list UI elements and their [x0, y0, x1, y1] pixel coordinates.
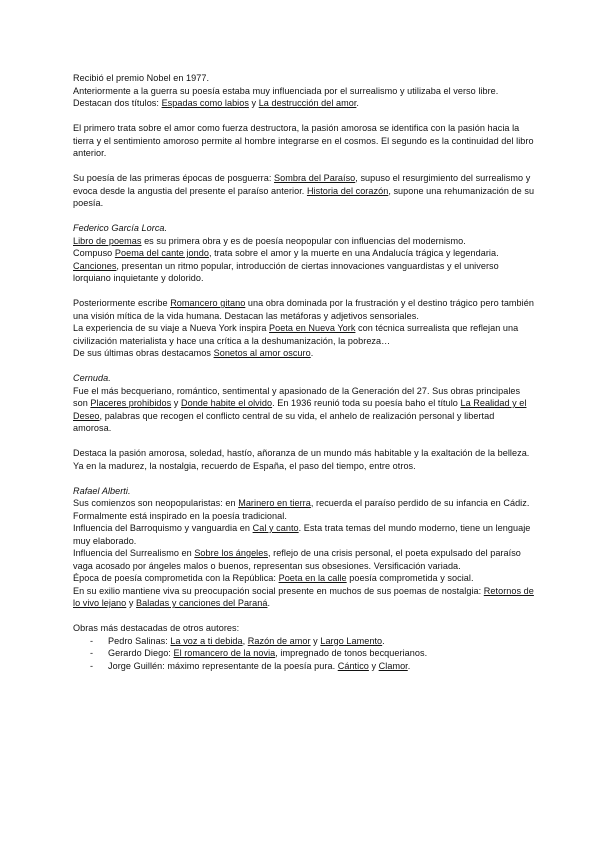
text: , reflejo de una crisis personal, el poeta expulsado del paraíso vaga acosado por ángeles malos o buenos, representan sus obsesiones. Versificación variada. [73, 548, 521, 571]
book-title-link: Sonetos al amor oscuro [213, 348, 311, 358]
text: Recibió el premio Nobel en 1977. [73, 73, 210, 83]
text: . [267, 598, 271, 608]
text: Influencia del Surrealismo en [73, 548, 195, 558]
paragraph [73, 447, 535, 472]
author-heading: Rafael Alberti. [73, 485, 131, 496]
text: . En 1936 reunió toda su poesía baho el título [272, 398, 461, 408]
paragraph [73, 585, 535, 610]
paragraph [73, 235, 535, 248]
book-title-link: Historia del corazón [306, 185, 389, 196]
book-title-link: Espadas como labios [161, 98, 249, 108]
text: El primero trata sobre el amor como fuerza destructora, la pasión amorosa se identifica con la pasión hacia la tierra y el sentimiento amoroso permite al hombre integrarse en el cosmos. El segundo es la continuidad del libro anterior. [73, 123, 534, 158]
book-title-link: Retornos de lo vivo lejano [73, 585, 534, 608]
text: Jorge Guillén: máximo representante de la poesía pura. [108, 660, 338, 671]
book-title-link: La Realidad y el Deseo [73, 398, 527, 421]
text: . [356, 98, 359, 108]
dash-bullet: - [90, 648, 94, 658]
text: , recuerda el paraíso perdido de su infancia en Cádiz. Formalmente está inspirado en la poesía tradicional. [73, 498, 530, 521]
paragraph [73, 72, 535, 85]
paragraph [73, 247, 535, 285]
text: , presentan un ritmo popular, introducción de ciertas innovaciones vanguardistas y el universo lorquiano inquietante y dolorido. [73, 260, 499, 283]
text: , trata sobre el amor y la muerte en una Andalucía trágica y legendaria. [208, 248, 499, 258]
text: poesía comprometida y social. [346, 573, 474, 583]
book-title-link: Sobre los ángeles [194, 548, 268, 558]
text: Posteriormente escribe [73, 298, 171, 308]
book-title-link: Cal y canto [252, 523, 299, 533]
text: Compuso [73, 248, 115, 258]
list-item [73, 660, 535, 673]
paragraph [73, 172, 535, 210]
text: y [171, 398, 181, 408]
text: , supone una rehumanización de su poesía. [73, 185, 535, 208]
author-heading: Federico García Lorca. [73, 223, 168, 233]
dash-bullet: - [90, 635, 94, 646]
text: Época de poesía comprometida con la República: [73, 573, 279, 583]
paragraph [73, 522, 535, 547]
text: . [407, 660, 411, 671]
book-title-link: La voz a ti debida [170, 635, 243, 646]
paragraph [73, 297, 535, 322]
author-heading: Cernuda. [73, 373, 111, 383]
book-title-link: Libro de poemas [73, 235, 142, 246]
text: Destaca la pasión amorosa, soledad, hastío, añoranza de un mundo más habitable y la exaltación de la belleza. Ya en la madurez, la nostalgia, recuerdo de España, el paso del tiempo, entre otros. [73, 448, 530, 471]
book-title-link: Placeres prohibidos [90, 398, 172, 408]
book-title-link: Razón de amor [247, 635, 311, 646]
book-title-link: Sombra del Paraíso [274, 173, 356, 183]
paragraph [73, 347, 535, 360]
paragraph [73, 122, 535, 160]
text: con técnica surrealista que reflejan una civilización materialista y hace una crítica a la deshumanización, la pobreza… [73, 323, 519, 346]
paragraph [73, 547, 535, 572]
book-title-link: Marinero en tierra [238, 498, 311, 508]
text: , supuso el resurgimiento del surrealismo y evoca desde la angustia del presente el paraíso anterior. [73, 173, 531, 196]
dash-bullet: - [90, 660, 94, 671]
text: y [248, 98, 259, 108]
text: . Esta trata temas del mundo moderno, tiene un lenguaje muy elaborado. [73, 523, 531, 546]
text: y [368, 660, 379, 671]
document-body [73, 72, 535, 672]
text: y [310, 635, 321, 646]
paragraph [73, 322, 535, 347]
book-title-link: Poeta en la calle [278, 573, 347, 583]
text: De sus últimas obras destacamos [73, 348, 214, 358]
list-item [73, 647, 535, 660]
book-title-link: El romancero de la novia [173, 648, 276, 658]
text: Pedro Salinas: [108, 635, 171, 646]
book-title-link: Poeta en Nueva York [269, 323, 356, 333]
text: es su primera obra y es de poesía neopopular con influencias del modernismo. [141, 235, 466, 246]
text: . [310, 348, 314, 358]
text: Fue el más becqueriano, romántico, sentimental y apasionado de la Generación del 27. Sus obras principales son [73, 385, 521, 408]
paragraph [73, 572, 535, 585]
paragraph [73, 497, 535, 522]
text: En su exilio mantiene viva su preocupación social presente en muchos de sus poemas de nostalgia: [73, 585, 484, 596]
book-title-link: Poema del cante jondo [114, 248, 209, 258]
text: Anteriormente a la guerra su poesía estaba muy influenciada por el surrealismo y utilizaba el verso libre. Destacan dos títulos: [73, 85, 499, 108]
book-title-link: Largo Lamento [320, 635, 383, 646]
paragraph [73, 85, 535, 110]
text: La experiencia de su viaje a Nueva York inspira [73, 323, 270, 333]
text: , impregnado de tonos becquerianos. [275, 648, 428, 658]
text: Su poesía de las primeras épocas de posguerra: [73, 173, 275, 183]
book-title-link: Clamor [378, 660, 408, 671]
book-title-link: La destrucción del amor [258, 98, 357, 108]
text: y [126, 598, 137, 608]
author-list [73, 635, 535, 673]
book-title-link: Baladas y canciones del Paraná [136, 598, 268, 608]
book-title-link: Donde habite el olvido [180, 398, 273, 408]
paragraph [73, 385, 535, 435]
book-title-link: Romancero gitano [170, 298, 246, 308]
book-title-link: Canciones [73, 260, 117, 271]
text: . [382, 635, 385, 646]
text: Sus comienzos son neopopularistas: en [73, 498, 239, 508]
list-intro: Obras más destacadas de otros autores: [73, 623, 240, 633]
text: Influencia del Barroquismo y vanguardia en [73, 523, 253, 533]
book-title-link: Cántico [337, 660, 369, 671]
text: , [242, 635, 248, 646]
text: Gerardo Diego: [108, 648, 174, 658]
text: una obra dominada por la frustración y el destino trágico pero también una visión mítica de la vida humana. Destacan las metáforas y adjetivos sensoriales. [73, 298, 534, 321]
text: , palabras que recogen el conflicto central de su vida, el anhelo de realización personal y libertad amorosa. [73, 410, 495, 433]
list-item [73, 635, 535, 648]
